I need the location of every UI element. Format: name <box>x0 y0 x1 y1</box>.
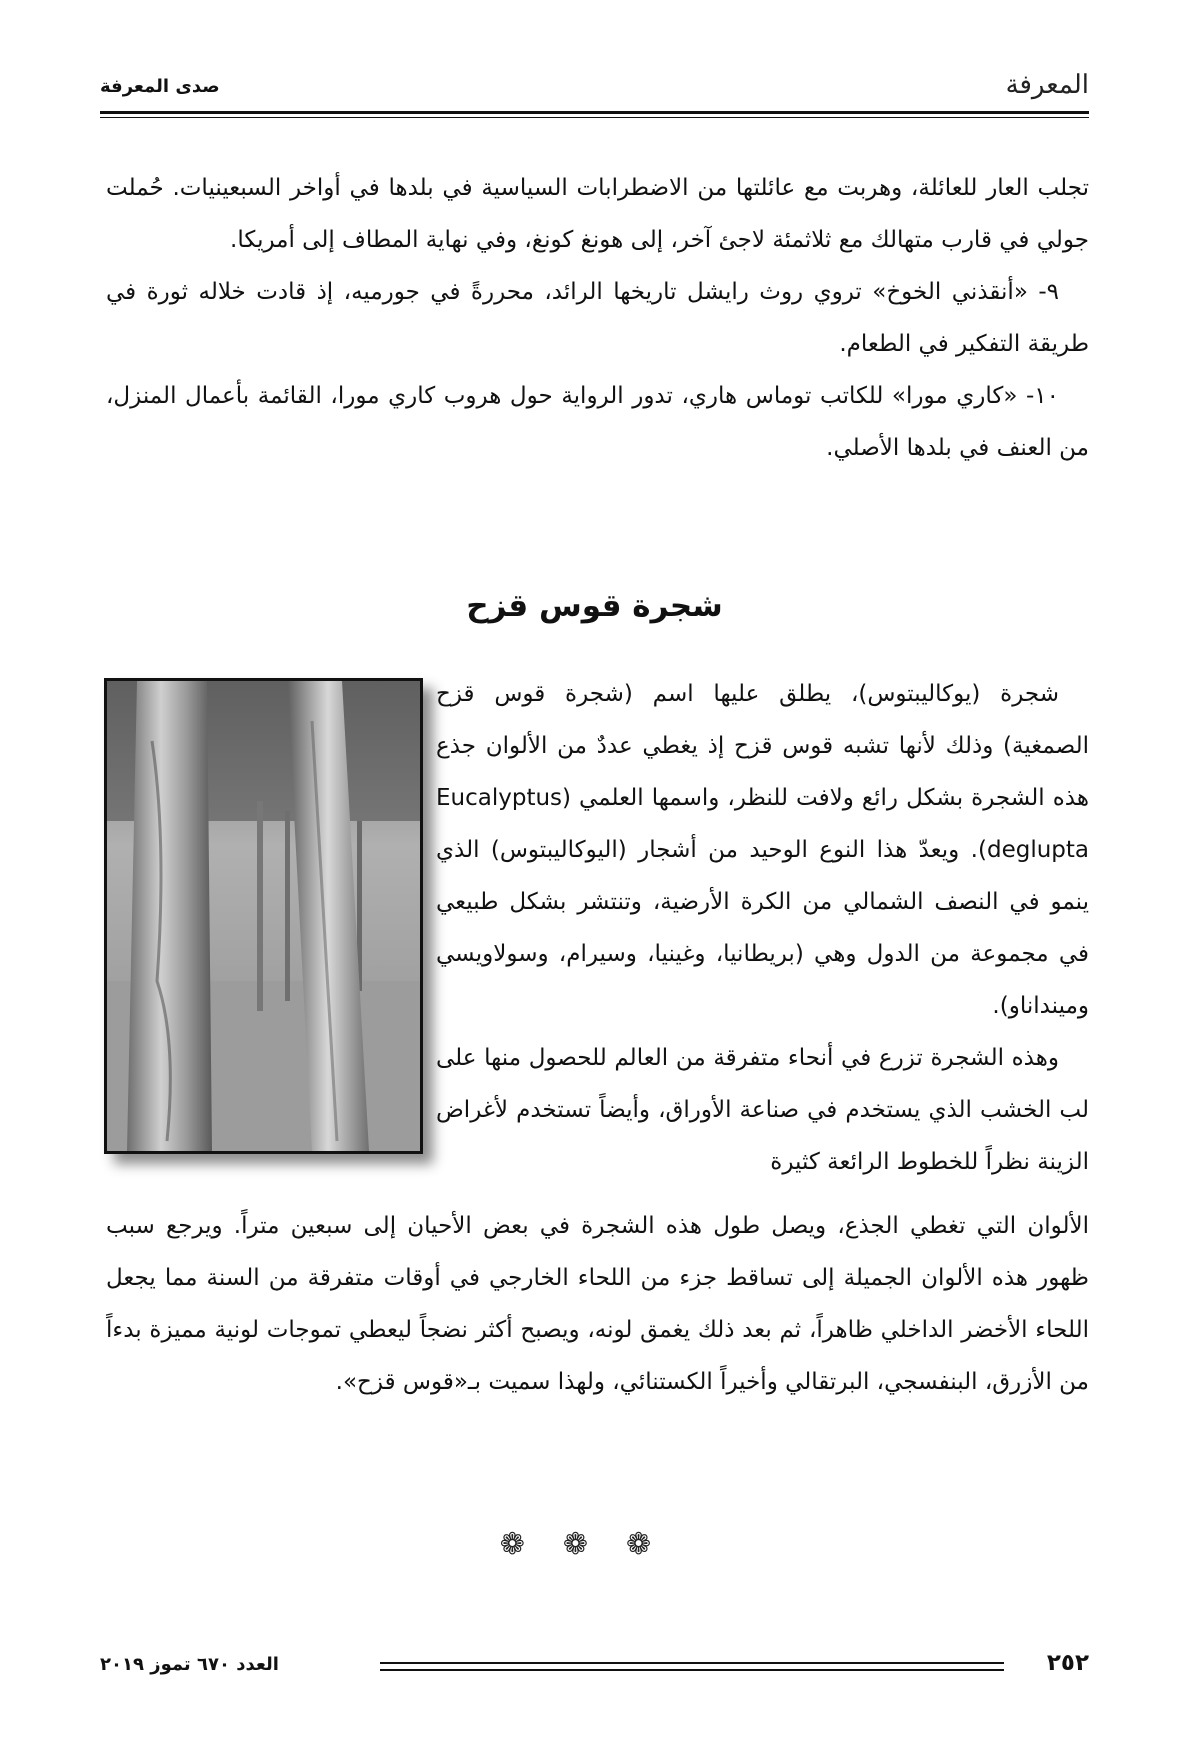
paragraph: تجلب العار للعائلة، وهربت مع عائلتها من الاضطرابات السياسية في بلدها في أواخر السبعينيات. حُملت جولي في قارب متهالك مع ثلاثمئة لاجئ آخر، إلى هونغ كونغ، وفي نهاية المطاف إلى أمريكا. <box>106 175 1089 253</box>
tree-text-beside-photo <box>436 668 1089 1188</box>
tree-photo <box>104 678 423 1154</box>
section-name: صدى المعرفة <box>100 76 220 97</box>
footer-rule <box>380 1662 1004 1664</box>
eucalyptus-trunks-image <box>107 681 420 1151</box>
page-number: ٢٥٢ <box>1046 1650 1089 1676</box>
footer-rule-2 <box>380 1669 1004 1671</box>
page-header <box>100 66 1089 106</box>
section-end-ornaments: ❁❁❁ <box>499 1527 690 1562</box>
paragraph: ١٠- «كاري مورا» للكاتب توماس هاري، تدور الرواية حول هروب كاري مورا، القائمة بأعمال المنزل، من العنف في بلدها الأصلي. <box>106 383 1089 461</box>
header-rule <box>100 111 1089 114</box>
header-rule-thin <box>100 117 1089 118</box>
page-footer <box>100 1650 1089 1690</box>
paragraph: الألوان التي تغطي الجذع، ويصل طول هذه الشجرة في بعض الأحيان إلى سبعين متراً. ويرجع سبب ظهور هذه الألوان الجميلة إلى تساقط جزء من اللحاء الخارجي في أوقات متفرقة من السنة مما يجعل اللحاء الأخضر الداخلي ظاهراً، ثم بعد ذلك يغمق لونه، ويصبح أكثر نضجاً ليعطي تموجات لونية مميزة بدءاً من الأزرق، البنفسجي، البرتقالي وأخيراً الكستنائي، ولهذا سميت بـ«قوس قزح». <box>106 1213 1089 1395</box>
issue-info: العدد ٦٧٠ تموز ٢٠١٩ <box>100 1654 279 1675</box>
paragraph: شجرة (يوكاليبتوس)، يطلق عليها اسم (شجرة قوس قزح الصمغية) وذلك لأنها تشبه قوس قزح إذ يغطي عددٌ من الألوان جذع هذه الشجرة بشكل رائع ولافت للنظر، واسمها العلمي (Eucalyptus deglupta). ويعدّ هذا النوع الوحيد من أشجار (اليوكاليبتوس) الذي ينمو في النصف الشمالي من الكرة الأرضية، وتنتشر بشكل طبيعي في مجموعة من الدول وهي (بريطانيا، وغينيا، وسيرام، وسولاويسي ومينداناو). <box>436 681 1089 1019</box>
article-continuation <box>106 162 1089 474</box>
paragraph: وهذه الشجرة تزرع في أنحاء متفرقة من العالم للحصول منها على لب الخشب الذي يستخدم في صناعة الأوراق، وأيضاً تستخدم لأغراض الزينة نظراً للخطوط الرائعة كثيرة <box>436 1045 1089 1175</box>
paragraph: ٩- «أنقذني الخوخ» تروي روث رايشل تاريخها الرائد، محررةً في جورميه، إذ قادت خلاله ثورة في طريقة التفكير في الطعام. <box>106 279 1089 357</box>
magazine-logo: المعرفة <box>1005 70 1089 100</box>
tree-text-full-width <box>106 1200 1089 1408</box>
section-title: شجرة قوس قزح <box>466 588 723 624</box>
